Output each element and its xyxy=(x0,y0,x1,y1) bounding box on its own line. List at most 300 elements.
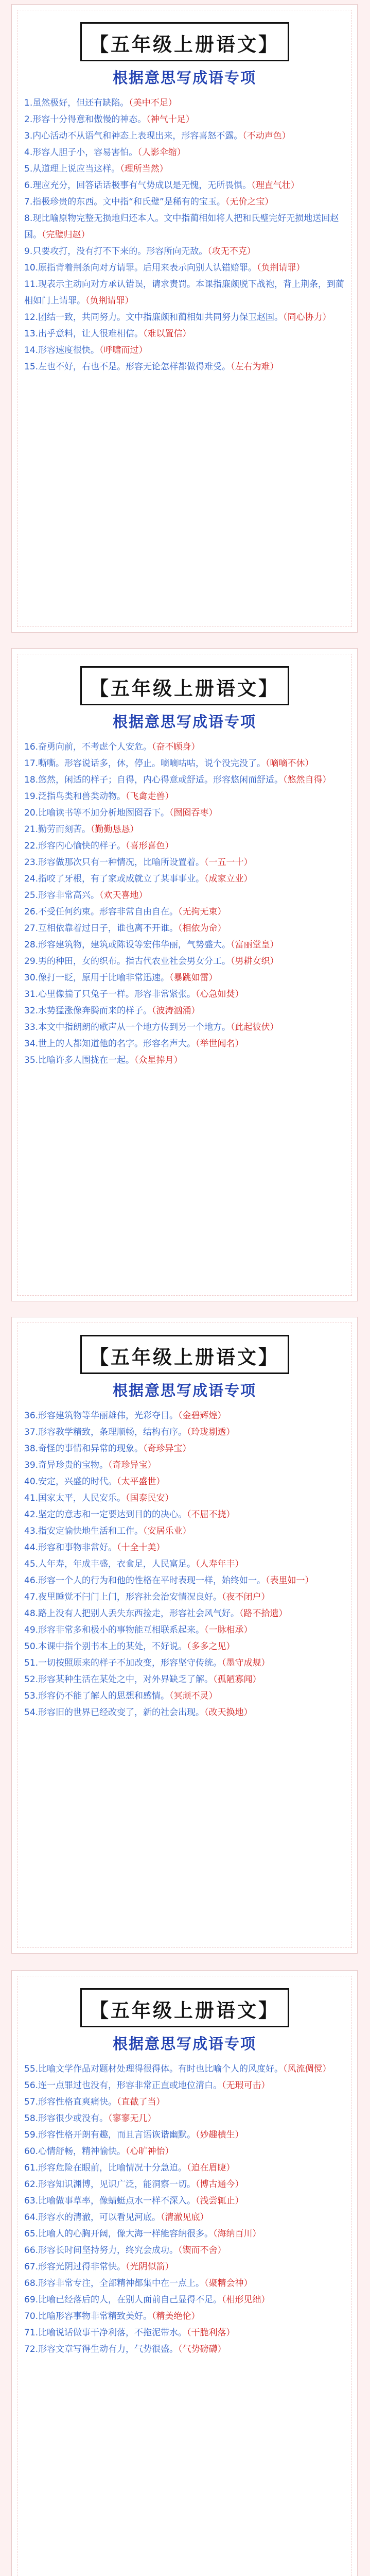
item-answer: （此起彼伏） xyxy=(231,1022,279,1032)
item-meaning: 形容教学精致，条理顺畅，结构有序。 xyxy=(38,1427,187,1437)
item-meaning: 形容很少或没有。 xyxy=(38,2113,109,2124)
item-answer: （路不拾遗） xyxy=(239,1608,288,1619)
worksheet-page-4 xyxy=(11,1970,358,2576)
item-number: 49. xyxy=(24,1625,39,1635)
idiom-item xyxy=(24,177,346,194)
item-meaning: 出乎意料，让人很难相信。 xyxy=(38,329,144,339)
idiom-item xyxy=(24,2209,346,2226)
idiom-item xyxy=(24,2176,346,2193)
idiom-item xyxy=(24,739,346,755)
item-number: 67. xyxy=(24,2262,39,2272)
item-meaning: 心情舒畅，精神愉快。 xyxy=(38,2146,126,2157)
idiom-item xyxy=(24,970,346,986)
item-number: 72. xyxy=(24,2344,39,2354)
idiom-item xyxy=(24,755,346,772)
item-answer: （富丽堂皇） xyxy=(231,940,279,950)
idiom-item xyxy=(24,1572,346,1589)
item-meaning: 比喻形容事物非常精致美好。 xyxy=(38,2311,152,2321)
idiom-item xyxy=(24,2292,346,2308)
idiom-item xyxy=(24,1003,346,1019)
item-answer: （美中不足） xyxy=(129,98,177,108)
item-answer: （十全十美） xyxy=(117,1543,165,1553)
item-number: 12. xyxy=(24,312,39,323)
item-meaning: 形容非常专注，全部精神都集中在一点上。 xyxy=(38,2278,205,2289)
idiom-item xyxy=(24,1655,346,1671)
item-meaning: 连一点罪过也没有，形容非常正直或地位清白。 xyxy=(38,2080,222,2091)
item-answer: （喜形喜色） xyxy=(126,841,174,851)
item-answer: （奇珍异宝） xyxy=(108,1460,156,1470)
item-answer: （金碧辉煌） xyxy=(178,1411,226,1421)
item-number: 64. xyxy=(24,2212,39,2223)
item-answer: （相形见绌） xyxy=(222,2295,270,2305)
item-number: 15. xyxy=(24,362,39,372)
idiom-item xyxy=(24,1688,346,1704)
item-answer: （奇珍异宝） xyxy=(143,1444,191,1454)
item-number: 66. xyxy=(24,2245,39,2256)
idiom-item xyxy=(24,2160,346,2176)
worksheet-page-2 xyxy=(11,648,358,1301)
idiom-list xyxy=(12,2061,357,2358)
item-number: 30. xyxy=(24,973,39,983)
idiom-item xyxy=(24,144,346,161)
item-answer: （迫在眉睫） xyxy=(187,2163,235,2173)
item-meaning: 坚定的意志和一定要达到目的的决心。 xyxy=(38,1510,187,1520)
item-answer: （一脉相承） xyxy=(204,1625,253,1635)
item-meaning: 一切按照原来的样子不加改变，形容坚守传统。 xyxy=(38,1658,222,1668)
item-meaning: 比喻说话做事干净利落，不拖泥带水。 xyxy=(38,2328,187,2338)
item-number: 7. xyxy=(24,197,33,207)
item-number: 3. xyxy=(24,131,33,141)
item-meaning: 国家太平，人民安乐。 xyxy=(38,1493,126,1503)
item-meaning: 人年寿，年成丰盛，衣食足，人民富足。 xyxy=(38,1559,196,1569)
item-meaning: 本课中指个别书本上的某处，不好说。 xyxy=(38,1641,187,1652)
item-number: 45. xyxy=(24,1559,39,1569)
item-number: 20. xyxy=(24,808,39,818)
item-number: 29. xyxy=(24,956,39,967)
item-meaning: 形容知识渊博，见识广泛，能洞察一切。 xyxy=(38,2179,196,2190)
idiom-item xyxy=(24,194,346,210)
item-answer: （悠然自得） xyxy=(283,775,331,785)
item-answer: （囫囵吞枣） xyxy=(169,808,218,818)
idiom-item xyxy=(24,772,346,788)
item-number: 1. xyxy=(24,98,33,108)
item-number: 40. xyxy=(24,1477,39,1487)
item-number: 35. xyxy=(24,1055,39,1065)
item-answer: （负荆请罪） xyxy=(257,263,305,273)
idiom-item xyxy=(24,2193,346,2209)
idiom-item xyxy=(24,1539,346,1556)
item-meaning: 原指背着荆条向对方请罪。后用来表示向别人认错赔罪。 xyxy=(38,263,257,273)
item-meaning: 形容非常高兴。 xyxy=(38,890,100,901)
item-meaning: 水势猛涨像奔腾而来的样子。 xyxy=(38,1006,152,1016)
item-answer: （气势磅礴） xyxy=(178,2344,226,2354)
item-answer: （精美绝伦） xyxy=(152,2311,200,2321)
item-number: 32. xyxy=(24,1006,39,1016)
item-meaning: 形容和事物非常好。 xyxy=(38,1543,117,1553)
item-answer: （男耕女织） xyxy=(231,956,279,967)
idiom-item xyxy=(24,2110,346,2127)
item-answer: （成家立业） xyxy=(204,874,253,884)
item-meaning: 嘶嘶。形容说话多，休，停止。嘀嘀咕咕，说个没完没了。 xyxy=(38,758,266,769)
item-number: 62. xyxy=(24,2179,39,2190)
item-number: 21. xyxy=(24,824,39,835)
page-title: 【五年级上册语文】 xyxy=(80,1335,289,1374)
item-answer: （无价之宝） xyxy=(225,197,274,207)
idiom-item xyxy=(24,1622,346,1638)
item-answer: （光阴似箭） xyxy=(126,2262,174,2272)
idiom-item xyxy=(24,1556,346,1572)
item-number: 58. xyxy=(24,2113,39,2124)
idiom-item xyxy=(24,1408,346,1424)
item-meaning: 形容水的清澈，可以看见河底。 xyxy=(38,2212,161,2223)
item-meaning: 内心活动不从语气和神态上表现出来，形容喜怒不露。 xyxy=(32,131,243,141)
item-answer: （不屈不挠） xyxy=(187,1510,235,1520)
item-answer: （众星捧月） xyxy=(134,1055,183,1065)
item-number: 5. xyxy=(24,164,33,174)
idiom-item xyxy=(24,1671,346,1688)
idiom-list xyxy=(12,739,357,1069)
item-meaning: 世上的人都知道他的名字。形容名声大。 xyxy=(38,1039,196,1049)
idiom-item xyxy=(24,1506,346,1523)
item-meaning: 奋勇向前，不考虑个人安危。 xyxy=(38,742,152,752)
idiom-item xyxy=(24,2242,346,2259)
idiom-item xyxy=(24,1605,346,1622)
page-title: 【五年级上册语文】 xyxy=(80,22,289,61)
item-number: 31. xyxy=(24,989,39,999)
page-subtitle: 根据意思写成语专项 xyxy=(112,69,256,87)
idiom-item xyxy=(24,128,346,144)
item-answer: （波涛汹涌） xyxy=(152,1006,200,1016)
item-number: 37. xyxy=(24,1427,39,1437)
item-answer: （太平盛世） xyxy=(117,1477,165,1487)
page-subtitle: 根据意思写成语专项 xyxy=(112,1382,256,1399)
item-meaning: 形容人胆子小，容易害怕。 xyxy=(32,147,138,158)
idiom-item xyxy=(24,821,346,838)
item-meaning: 形容光阴过得非常快。 xyxy=(38,2262,126,2272)
item-number: 9. xyxy=(24,246,33,257)
item-number: 44. xyxy=(24,1543,39,1553)
idiom-item xyxy=(24,260,346,276)
item-answer: （理所当然） xyxy=(120,164,168,174)
item-answer: （聚精会神） xyxy=(204,2278,253,2289)
item-meaning: 指咬了牙根，有了家或成就立了某事事业。 xyxy=(38,874,205,884)
idiom-item xyxy=(24,326,346,342)
item-number: 42. xyxy=(24,1510,39,1520)
item-meaning: 形容做那次只有一种情况，比喻所设置着。 xyxy=(38,857,205,868)
idiom-item xyxy=(24,2259,346,2275)
item-number: 28. xyxy=(24,940,39,950)
item-meaning: 虽然极好，但还有缺陷。 xyxy=(32,98,129,108)
item-number: 22. xyxy=(24,841,39,851)
item-answer: （欢天喜地） xyxy=(99,890,148,901)
idiom-item xyxy=(24,887,346,904)
idiom-item xyxy=(24,920,346,937)
item-number: 60. xyxy=(24,2146,39,2157)
idiom-item xyxy=(24,2143,346,2160)
item-meaning: 形容危险在眼前，比喻情况十分急迫。 xyxy=(38,2163,187,2173)
item-number: 52. xyxy=(24,1674,39,1685)
item-meaning: 形容某种生活在某处之中，对外界缺乏了解。 xyxy=(38,1674,214,1685)
item-meaning: 理应充分，回答话话极事有气势成以是无愧，无所畏惧。 xyxy=(32,180,252,191)
item-answer: （心急如焚） xyxy=(196,989,244,999)
idiom-item xyxy=(24,161,346,177)
item-answer: （难以置信） xyxy=(143,329,191,339)
worksheet-page-1 xyxy=(11,4,358,633)
item-number: 59. xyxy=(24,2130,39,2140)
item-answer: （墨守成规） xyxy=(222,1658,270,1668)
item-meaning: 形容旧的世界已经改变了，新的社会出现。 xyxy=(38,1707,205,1718)
item-number: 6. xyxy=(24,180,33,191)
item-meaning: 比喻人的心胸开阔，像大海一样能容纳很多。 xyxy=(38,2229,214,2239)
item-meaning: 互相依靠着过日子，谁也离不开谁。 xyxy=(38,923,179,934)
item-number: 16. xyxy=(24,742,39,752)
item-meaning: 比喻读书等不加分析地囫囵吞下。 xyxy=(38,808,170,818)
item-number: 26. xyxy=(24,907,39,917)
item-meaning: 比喻许多人围拢在一起。 xyxy=(38,1055,135,1065)
item-number: 56. xyxy=(24,2080,39,2091)
item-answer: （嘀嘀不休） xyxy=(266,758,314,769)
item-number: 19. xyxy=(24,791,39,802)
item-meaning: 安定，兴盛的时代。 xyxy=(38,1477,117,1487)
item-meaning: 像打一眨，原用于比喻非常迅速。 xyxy=(38,973,170,983)
item-meaning: 奇异珍贵的宝物。 xyxy=(38,1460,109,1470)
item-number: 14. xyxy=(24,345,39,355)
item-answer: （孤陋寡闻） xyxy=(213,1674,261,1685)
idiom-item xyxy=(24,1638,346,1655)
item-number: 57. xyxy=(24,2097,39,2107)
item-meaning: 比喻已经落后的人，在别人面前自己显得不足。 xyxy=(38,2295,222,2305)
item-number: 24. xyxy=(24,874,39,884)
idiom-item xyxy=(24,2061,346,2077)
item-number: 13. xyxy=(24,329,39,339)
item-answer: （不动声色） xyxy=(242,131,291,141)
item-meaning: 形容内心愉快的样子。 xyxy=(38,841,126,851)
item-answer: （直截了当） xyxy=(117,2097,165,2107)
idiom-item xyxy=(24,2341,346,2358)
item-number: 4. xyxy=(24,147,33,158)
item-meaning: 形容性格开朗有趣，而且言语诙谐幽默。 xyxy=(38,2130,196,2140)
item-number: 18. xyxy=(24,775,39,785)
item-number: 51. xyxy=(24,1658,39,1668)
page-title: 【五年级上册语文】 xyxy=(80,1988,289,2027)
item-meaning: 勤劳而刻苦。 xyxy=(38,824,91,835)
item-meaning: 现比喻原物完整无损地归还本人。文中指蔺相如将人把和氏璧完好无损地送回赵国。 xyxy=(24,213,339,240)
idiom-item xyxy=(24,1704,346,1721)
item-meaning: 本文中指朗朗的歌声从一个地方传到另一个地方。 xyxy=(38,1022,231,1032)
item-answer: （夜不闭户） xyxy=(222,1592,270,1602)
item-answer: （奋不顾身） xyxy=(152,742,200,752)
item-answer: （呼啸而过） xyxy=(99,345,148,355)
item-meaning: 泛指鸟类和兽类动物。 xyxy=(38,791,126,802)
idiom-item xyxy=(24,111,346,128)
item-meaning: 比喻文学作品对题材处理得很得体。有时也比喻个人的风度好。 xyxy=(38,2064,284,2074)
item-meaning: 从道理上说应当这样。 xyxy=(32,164,120,174)
idiom-item xyxy=(24,788,346,805)
item-answer: （锲而不舍） xyxy=(178,2245,226,2256)
item-answer: （安居乐业） xyxy=(143,1526,191,1536)
item-number: 41. xyxy=(24,1493,39,1503)
item-meaning: 路上没有人把别人丢失东西捡走，形容社会风气好。 xyxy=(38,1608,240,1619)
item-meaning: 形容长时间坚持努力，终究会成功。 xyxy=(38,2245,179,2256)
item-answer: （暴跳如雷） xyxy=(169,973,218,983)
idiom-item xyxy=(24,2308,346,2325)
idiom-item xyxy=(24,2226,346,2242)
page-subtitle: 根据意思写成语专项 xyxy=(112,2035,256,2053)
item-answer: （妙趣横生） xyxy=(196,2130,244,2140)
item-answer: （浅尝辄止） xyxy=(196,2196,244,2206)
idiom-item xyxy=(24,838,346,854)
item-answer: （无拘无束） xyxy=(178,907,226,917)
item-number: 70. xyxy=(24,2311,39,2321)
idiom-item xyxy=(24,1523,346,1539)
item-meaning: 只要攻打，没有打不下来的。形容所向无敌。 xyxy=(32,246,208,257)
page-title: 【五年级上册语文】 xyxy=(80,666,289,705)
idiom-item xyxy=(24,904,346,920)
item-answer: （国泰民安） xyxy=(126,1493,174,1503)
idiom-item xyxy=(24,210,346,243)
idiom-item xyxy=(24,1589,346,1605)
page-subtitle: 根据意思写成语专项 xyxy=(112,713,256,731)
item-answer: （人影伞缩） xyxy=(137,147,186,158)
idiom-item xyxy=(24,276,346,309)
item-meaning: 不受任何约束。形容非常自由自在。 xyxy=(38,907,179,917)
item-number: 50. xyxy=(24,1641,39,1652)
item-meaning: 奇怪的事情和异常的现象。 xyxy=(38,1444,144,1454)
item-meaning: 左也不好，右也不是。形容无论怎样都做得难受。 xyxy=(38,362,231,372)
idiom-item xyxy=(24,805,346,821)
idiom-item xyxy=(24,342,346,359)
item-number: 23. xyxy=(24,857,39,868)
item-meaning: 形容建筑物，建筑或陈设等宏伟华丽，气势盛大。 xyxy=(38,940,231,950)
item-meaning: 形容性格直爽痛快。 xyxy=(38,2097,117,2107)
item-answer: （风流倜傥） xyxy=(283,2064,331,2074)
item-number: 63. xyxy=(24,2196,39,2206)
item-number: 43. xyxy=(24,1526,39,1536)
item-number: 65. xyxy=(24,2229,39,2239)
item-answer: （理直气壮） xyxy=(251,180,299,191)
worksheet-page-3 xyxy=(11,1317,358,1954)
item-number: 33. xyxy=(24,1022,39,1032)
item-meaning: 指安定愉快地生活和工作。 xyxy=(38,1526,144,1536)
item-meaning: 形容文章写得生动有力，气势很盛。 xyxy=(38,2344,179,2354)
idiom-item xyxy=(24,1440,346,1457)
idiom-item xyxy=(24,854,346,871)
item-number: 38. xyxy=(24,1444,39,1454)
item-answer: （清澈见底） xyxy=(161,2212,209,2223)
item-answer: （改天换地） xyxy=(204,1707,253,1718)
item-meaning: 悠然，闲适的样子；自得，内心得意或舒适。形容悠闲而舒适。 xyxy=(38,775,284,785)
idiom-item xyxy=(24,1052,346,1069)
item-answer: （表里如一） xyxy=(266,1575,314,1586)
idiom-item xyxy=(24,2077,346,2094)
item-answer: （完璧归赵） xyxy=(42,230,90,240)
item-answer: （一五一十） xyxy=(204,857,253,868)
idiom-list xyxy=(12,1408,357,1721)
idiom-item xyxy=(24,2094,346,2110)
item-answer: （负荆请罪） xyxy=(85,296,134,306)
idiom-item xyxy=(24,359,346,375)
item-meaning: 心里像揣了只兔子一样。形容非常紧张。 xyxy=(38,989,196,999)
idiom-item xyxy=(24,309,346,326)
item-answer: （心旷神怡） xyxy=(126,2146,174,2157)
item-meaning: 比喻做事草率，像蜻蜓点水一样不深入。 xyxy=(38,2196,196,2206)
idiom-item xyxy=(24,1473,346,1490)
item-number: 2. xyxy=(24,114,33,125)
item-number: 34. xyxy=(24,1039,39,1049)
idiom-item xyxy=(24,1457,346,1473)
idiom-item xyxy=(24,95,346,111)
item-answer: （神气十足） xyxy=(146,114,195,125)
item-number: 11. xyxy=(24,279,39,290)
item-number: 61. xyxy=(24,2163,39,2173)
item-number: 46. xyxy=(24,1575,39,1586)
idiom-item xyxy=(24,1036,346,1052)
item-answer: （冥顽不灵） xyxy=(169,1691,218,1701)
item-number: 48. xyxy=(24,1608,39,1619)
idiom-item xyxy=(24,953,346,970)
idiom-item xyxy=(24,871,346,887)
item-answer: （飞禽走兽） xyxy=(126,791,174,802)
item-number: 10. xyxy=(24,263,39,273)
item-number: 53. xyxy=(24,1691,39,1701)
item-answer: （相依为命） xyxy=(178,923,226,934)
item-number: 54. xyxy=(24,1707,39,1718)
idiom-item xyxy=(24,986,346,1003)
idiom-item xyxy=(24,1019,346,1036)
item-answer: （寥寥无几） xyxy=(108,2113,156,2124)
item-answer: （左右为难） xyxy=(231,362,279,372)
item-meaning: 形容非常多和极小的事物能互相联系起来。 xyxy=(38,1625,205,1635)
idiom-item xyxy=(24,243,346,260)
idiom-item xyxy=(24,1424,346,1440)
item-number: 36. xyxy=(24,1411,39,1421)
item-answer: （无瑕可击） xyxy=(222,2080,270,2091)
item-answer: （多多之见） xyxy=(187,1641,235,1652)
item-meaning: 形容一个人的行为和他的性格在平时表现一样，始终如一。 xyxy=(38,1575,266,1586)
item-meaning: 形容十分得意和傲慢的神态。 xyxy=(32,114,147,125)
idiom-item xyxy=(24,2275,346,2292)
item-number: 55. xyxy=(24,2064,39,2074)
item-answer: （干脆利落） xyxy=(187,2328,235,2338)
item-answer: （攻无不克） xyxy=(207,246,256,257)
item-number: 8. xyxy=(24,213,33,224)
item-answer: （人寿年丰） xyxy=(196,1559,244,1569)
item-meaning: 现表示主动向对方承认错误，请求责罚。本课指廉颇脱下战袍，背上荆条，到蔺相如门上请罪。 xyxy=(24,279,345,306)
item-number: 25. xyxy=(24,890,39,901)
idiom-item xyxy=(24,2127,346,2143)
item-meaning: 形容速度很快。 xyxy=(38,345,100,355)
item-meaning: 团结一致，共同努力。文中指廉颇和蔺相如共同努力保卫赵国。 xyxy=(38,312,284,323)
item-answer: （举世闻名） xyxy=(196,1039,244,1049)
item-answer: （勤勤恳恳） xyxy=(91,824,139,835)
item-number: 71. xyxy=(24,2328,39,2338)
idiom-list xyxy=(12,95,357,375)
idiom-item xyxy=(24,1490,346,1506)
item-number: 69. xyxy=(24,2295,39,2305)
item-number: 27. xyxy=(24,923,39,934)
idiom-item xyxy=(24,2325,346,2341)
item-meaning: 形容仍不能了解人的思想和感情。 xyxy=(38,1691,170,1701)
item-answer: （玲珑剔透） xyxy=(187,1427,235,1437)
item-number: 17. xyxy=(24,758,39,769)
item-meaning: 男的种田，女的织布。指古代农业社会男女分工。 xyxy=(38,956,231,967)
item-number: 47. xyxy=(24,1592,39,1602)
item-meaning: 指极珍贵的东西。文中指“和氏璧”是稀有的宝玉。 xyxy=(32,197,225,207)
item-answer: （博古通今） xyxy=(196,2179,244,2190)
item-answer: （海纳百川） xyxy=(213,2229,261,2239)
item-number: 39. xyxy=(24,1460,39,1470)
item-number: 68. xyxy=(24,2278,39,2289)
